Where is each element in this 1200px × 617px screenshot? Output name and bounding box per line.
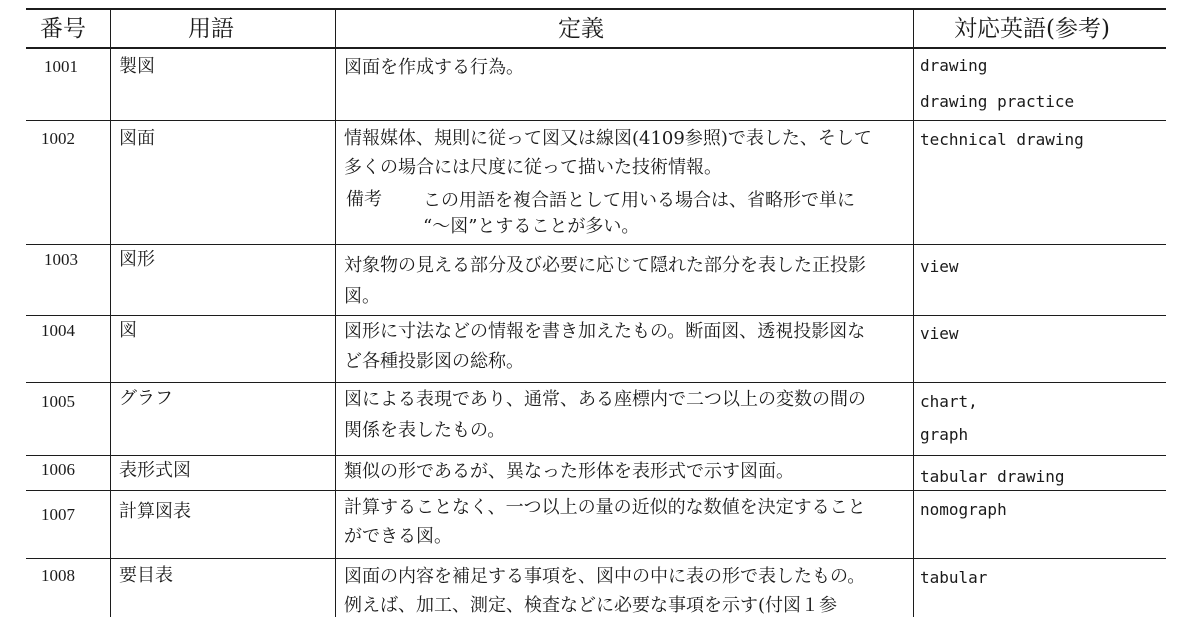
row-divider xyxy=(26,120,1166,121)
term-number: 1008 xyxy=(41,566,75,585)
remark-text: “～図”とすることが多い。 xyxy=(423,216,640,237)
english-term: tabular drawing xyxy=(920,467,1065,486)
row-divider xyxy=(26,244,1166,245)
english-term: graph xyxy=(920,425,969,444)
table-top-rule xyxy=(26,8,1166,10)
term-number: 1003 xyxy=(44,250,78,269)
remark-text: この用語を複合語として用いる場合は、省略形で単に xyxy=(423,190,855,211)
definition-text: 多くの場合には尺度に従って描いた技術情報。 xyxy=(344,157,722,178)
english-term: technical drawing xyxy=(920,130,1084,149)
term-number: 1006 xyxy=(41,460,75,479)
definition-text: 計算することなく、一つ以上の量の近似的な数値を決定すること xyxy=(344,497,866,518)
header-term: 用語 xyxy=(188,16,234,42)
term-name: 図 xyxy=(119,320,137,341)
term-name: 図面 xyxy=(119,128,155,149)
definition-text: ができる図。 xyxy=(344,526,452,547)
english-term: view xyxy=(920,257,959,276)
english-term: tabular xyxy=(920,568,988,587)
definition-text: 図。 xyxy=(344,286,380,307)
term-number: 1001 xyxy=(44,57,78,76)
definition-text: 関係を表したもの。 xyxy=(344,420,506,441)
term-name: 製図 xyxy=(119,56,155,77)
row-divider xyxy=(26,490,1166,491)
english-term: view xyxy=(920,324,959,343)
remark-label: 備考 xyxy=(346,189,382,210)
term-number: 1004 xyxy=(41,321,75,340)
definition-text: 図面の内容を補足する事項を、図中の中に表の形で表したもの。 xyxy=(344,566,866,587)
definition-text: 図面を作成する行為。 xyxy=(344,57,524,78)
header-number: 番号 xyxy=(40,16,86,42)
header-definition: 定義 xyxy=(558,16,604,42)
term-number: 1005 xyxy=(41,392,75,411)
term-number: 1002 xyxy=(41,129,75,148)
definition-text: ど各種投影図の総称。 xyxy=(344,351,524,372)
english-term: drawing practice xyxy=(920,92,1075,111)
column-divider xyxy=(335,8,336,617)
definition-text: 情報媒体、規則に従って図又は線図(4109参照)で表した、そして xyxy=(344,128,872,149)
term-name: 表形式図 xyxy=(119,460,191,481)
term-number: 1007 xyxy=(41,505,75,524)
row-divider xyxy=(26,455,1166,456)
row-divider xyxy=(26,558,1166,559)
english-term: nomograph xyxy=(920,500,1007,519)
definition-text: 類似の形であるが、異なった形体を表形式で示す図面。 xyxy=(344,461,794,482)
term-name: グラフ xyxy=(119,388,173,409)
english-term: drawing xyxy=(920,56,988,75)
row-divider xyxy=(26,315,1166,316)
row-divider xyxy=(26,382,1166,383)
definition-text: 対象物の見える部分及び必要に応じて隠れた部分を表した正投影 xyxy=(344,255,866,276)
column-divider xyxy=(913,8,914,617)
english-term: chart, xyxy=(920,392,978,411)
header-bottom-rule xyxy=(26,47,1166,49)
column-divider xyxy=(110,8,111,617)
definition-text: 例えば、加工、測定、検査などに必要な事項を示す(付図１参 xyxy=(344,595,838,616)
term-name: 要目表 xyxy=(119,565,173,586)
term-name: 計算図表 xyxy=(119,501,191,522)
definition-text: 図形に寸法などの情報を書き加えたもの。断面図、透視投影図な xyxy=(344,321,866,342)
term-name: 図形 xyxy=(119,249,155,270)
header-english: 対応英語(参考) xyxy=(954,16,1110,42)
definition-text: 図による表現であり、通常、ある座標内で二つ以上の変数の間の xyxy=(344,389,866,410)
